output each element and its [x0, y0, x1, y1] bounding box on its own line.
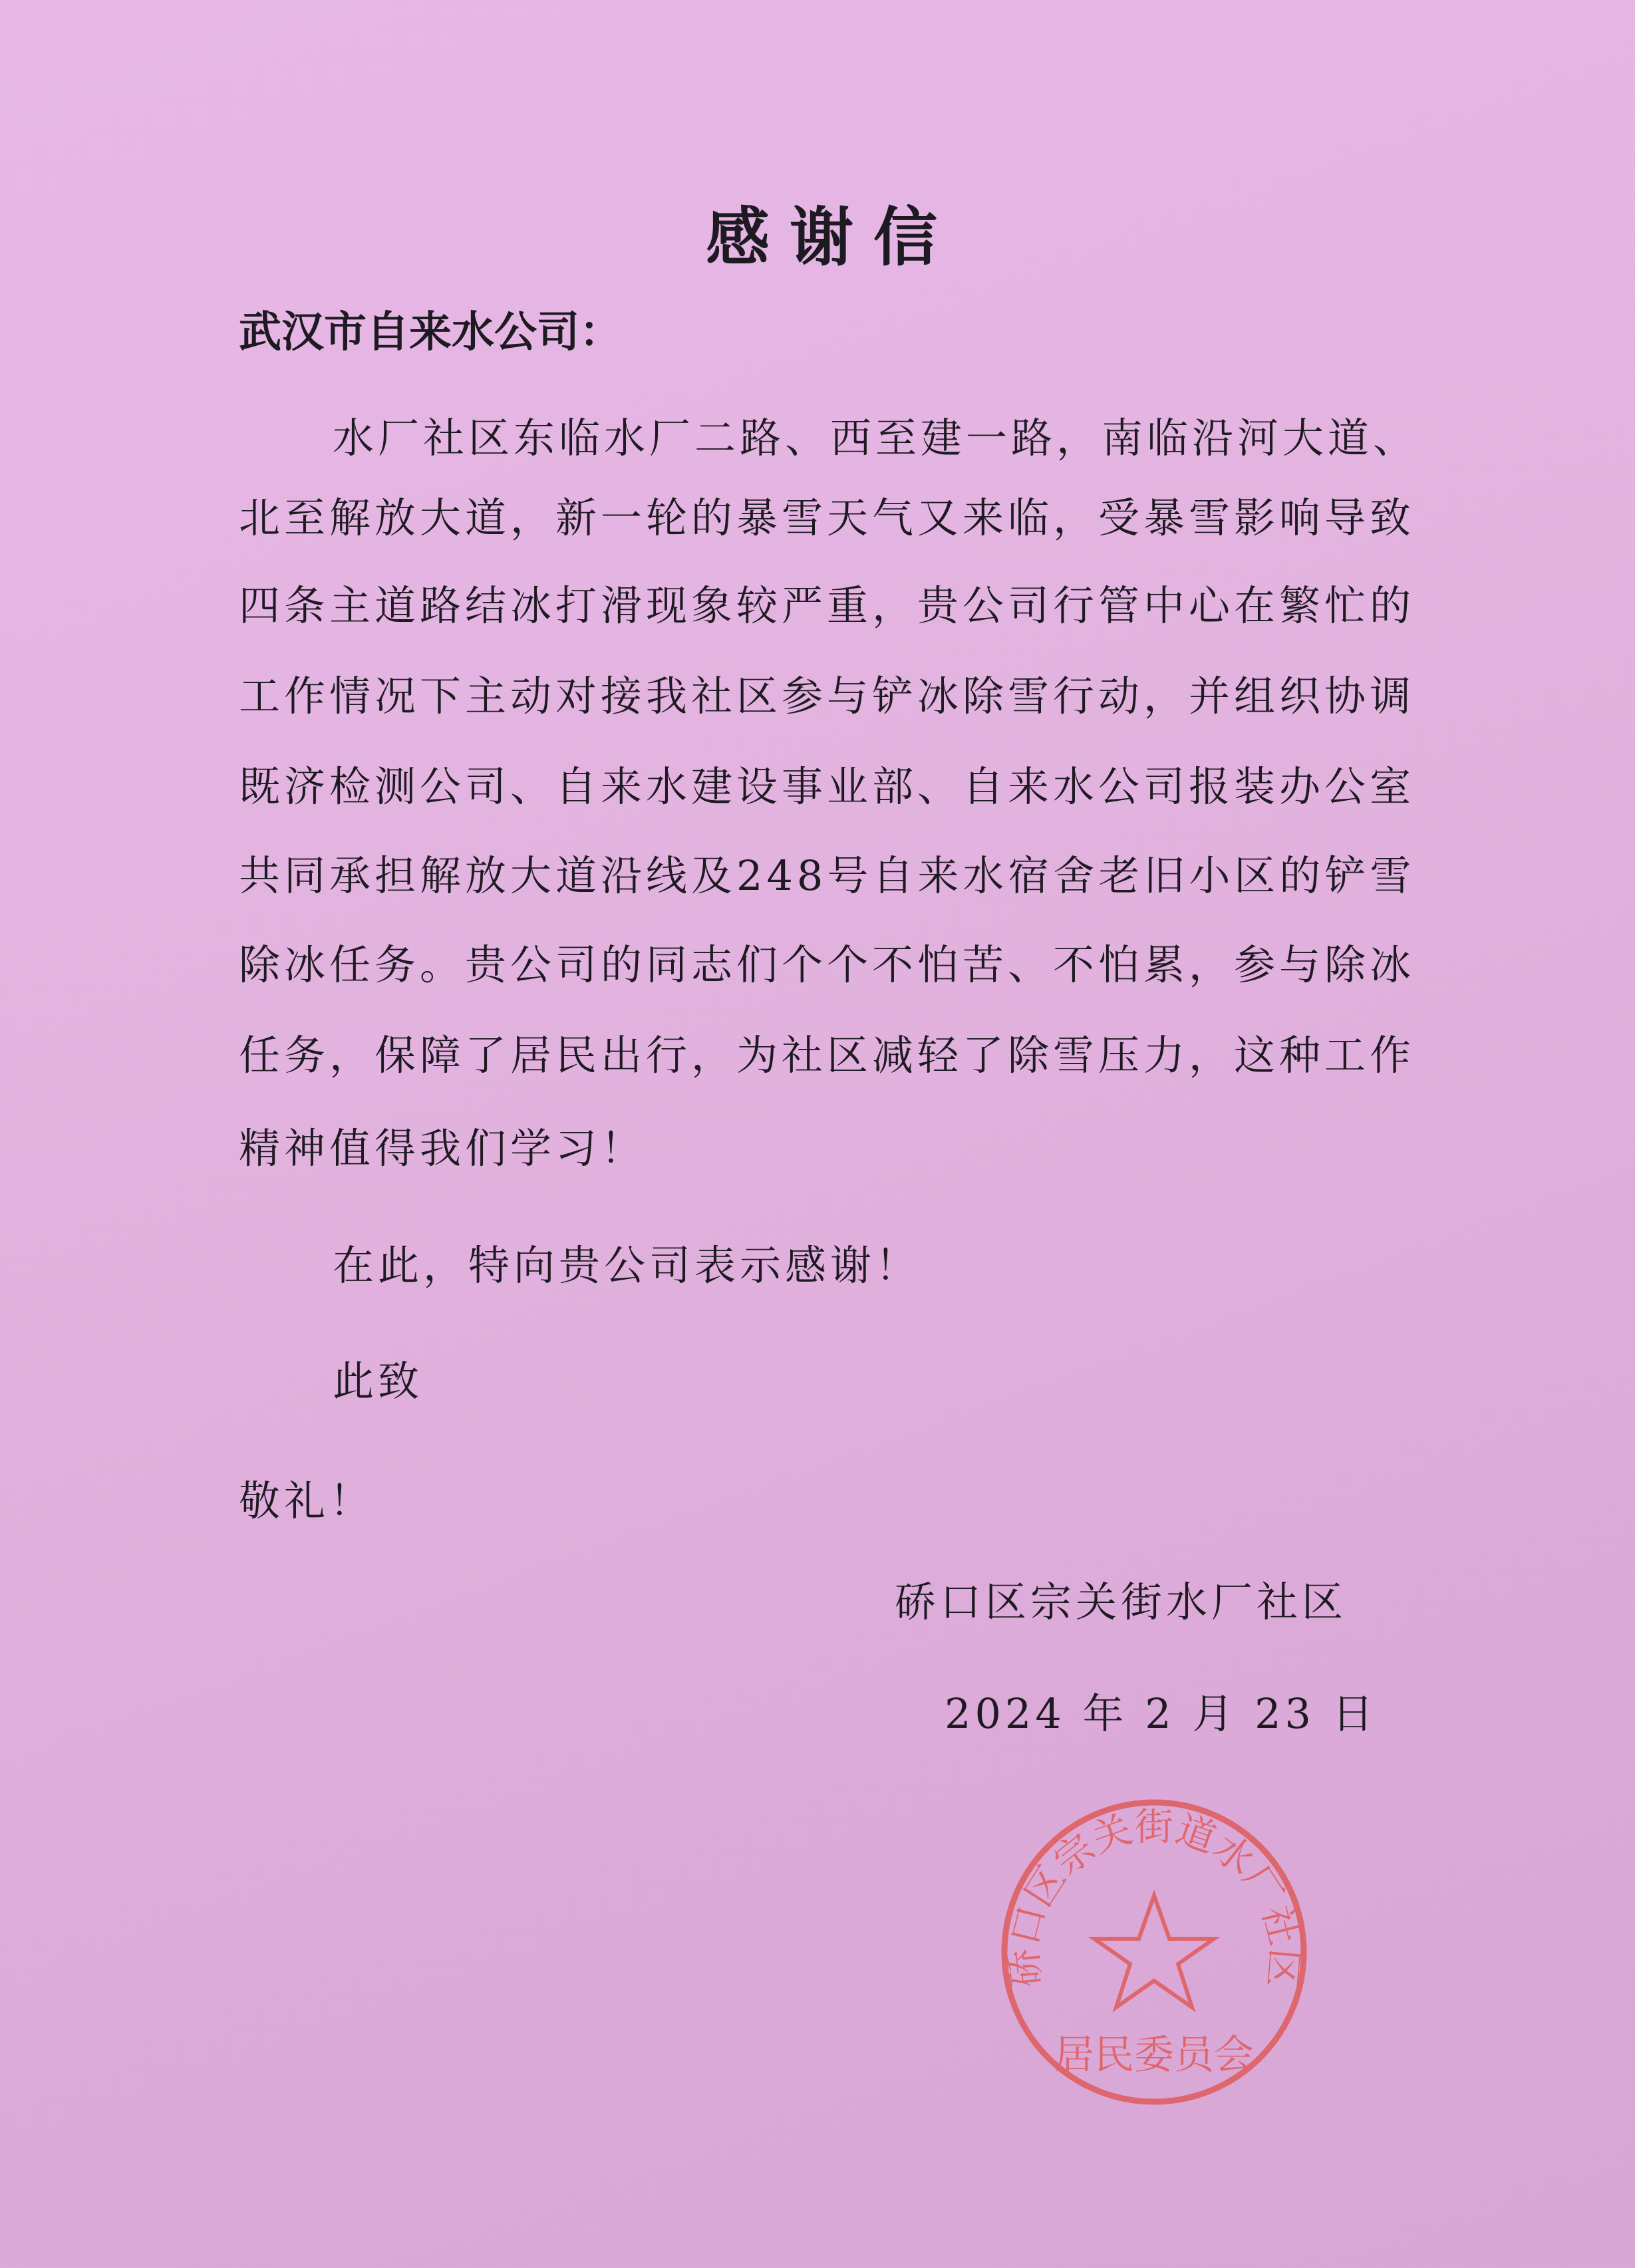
svg-text:居民委员会: 居民委员会: [1054, 2032, 1254, 2078]
body-line: 北至解放大道，新一轮的暴雪天气又来临，受暴雪影响导致: [239, 494, 1415, 542]
body-line: 共同承担解放大道沿线及248号自来水宿舍老旧小区的铲雪: [239, 851, 1415, 900]
body-line: 工作情况下主动对接我社区参与铲冰除雪行动，并组织协调: [239, 672, 1415, 720]
body-line: 除冰任务。贵公司的同志们个个不怕苦、不怕累，参与除冰: [239, 940, 1415, 989]
body-line: 既济检测公司、自来水建设事业部、自来水公司报装办公室: [239, 762, 1415, 811]
signature: 硚口区宗关街水厂社区: [895, 1578, 1348, 1626]
body-line: 水厂社区东临水厂二路、西至建一路，南临沿河大道、: [333, 414, 1419, 462]
letter-title: 感谢信: [706, 200, 957, 275]
closing-regards: 敬礼！: [239, 1477, 375, 1525]
body-line: 精神值得我们学习！: [239, 1124, 647, 1173]
recipient: 武汉市自来水公司：: [239, 308, 622, 357]
svg-text:硚口区宗关街道水厂社区: 硚口区宗关街道水厂社区: [1000, 1804, 1308, 1989]
body-line: 四条主道路结冰打滑现象较严重，贵公司行管中心在繁忙的: [239, 581, 1415, 630]
closing-salutation: 此致: [333, 1357, 424, 1405]
body-line: 任务，保障了居民出行，为社区减轻了除雪压力，这种工作: [239, 1031, 1415, 1079]
thanks-line: 在此，特向贵公司表示感谢！: [333, 1241, 921, 1290]
star-icon: [1094, 1896, 1214, 2007]
official-seal: [998, 1796, 1310, 2108]
date: 2024 年 2 月 23 日: [945, 1689, 1378, 1738]
